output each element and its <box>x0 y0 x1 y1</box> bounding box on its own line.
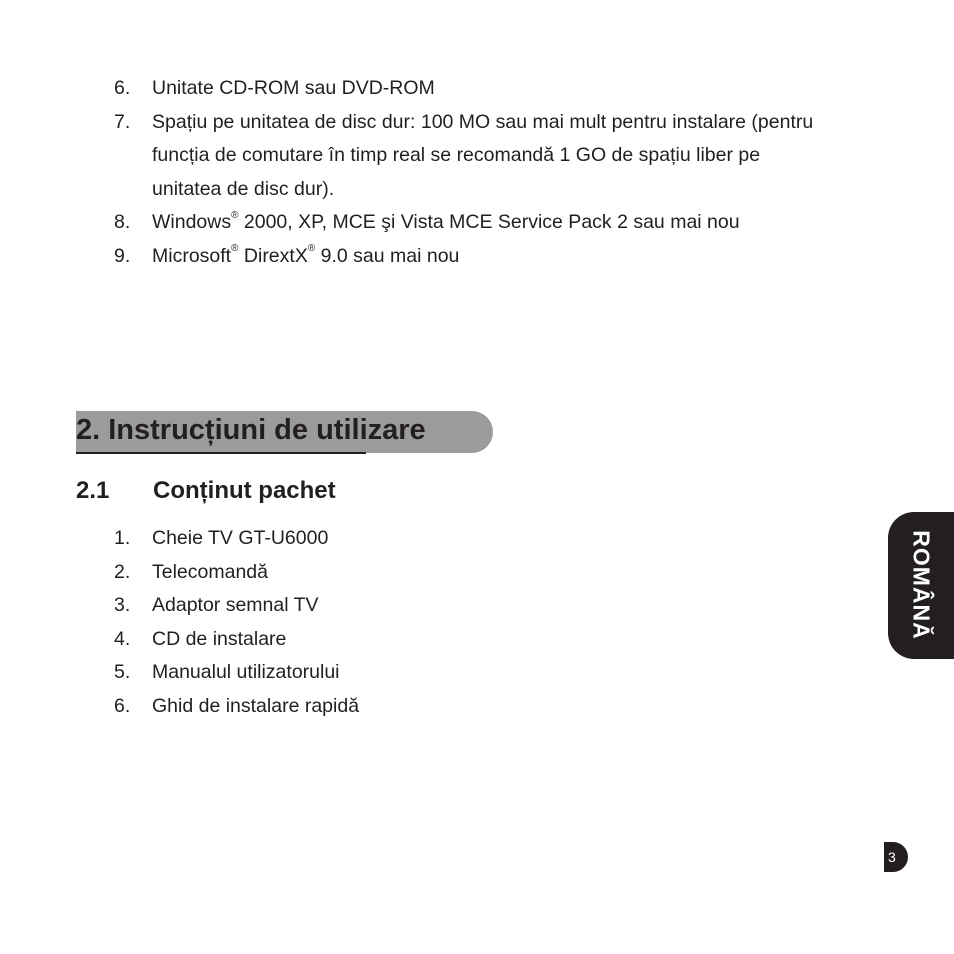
item-number: 8. <box>114 211 131 233</box>
subsection-number: 2.1 <box>76 477 110 504</box>
item-text-line: funcția de comutare în timp real se recomandă 1 GO de spațiu liber pe <box>152 144 761 166</box>
language-tab-label: ROMÂNĂ <box>908 530 935 640</box>
item-number: 5. <box>114 661 131 683</box>
item-number: 4. <box>114 627 131 650</box>
item-number: 6. <box>114 694 131 717</box>
list-item <box>0 690 892 724</box>
list-item <box>0 106 892 207</box>
item-text: Microsoft <box>152 244 232 267</box>
item-number: 6. <box>114 77 131 99</box>
registered-mark: ® <box>231 243 239 254</box>
package-contents-list <box>0 522 892 723</box>
list-item <box>0 623 892 657</box>
item-number: 9. <box>114 244 131 267</box>
item-text: Adaptor semnal TV <box>152 594 319 616</box>
item-text: Ghid de instalare rapidă <box>152 694 360 717</box>
item-text: 9.0 sau mai nou <box>315 244 460 267</box>
item-text: DirextX <box>238 244 308 267</box>
item-text: Manualul utilizatorului <box>152 661 340 683</box>
item-text: Cheie TV GT-U6000 <box>152 527 329 549</box>
item-number: 7. <box>114 110 131 133</box>
item-number: 2. <box>114 560 131 583</box>
item-text-line: unitatea de disc dur). <box>152 177 335 200</box>
list-item <box>0 206 892 240</box>
list-item <box>0 589 892 623</box>
item-number: 1. <box>114 527 131 549</box>
requirements-list <box>0 72 892 273</box>
item-text: 2000, XP, MCE şi Vista MCE Service Pack 2 sau mai nou <box>238 211 740 233</box>
list-item <box>0 656 892 690</box>
subsection-heading: Conținut pachet <box>153 477 336 504</box>
list-item <box>0 240 892 274</box>
item-text: Telecomandă <box>152 560 268 583</box>
list-item <box>0 522 892 556</box>
registered-mark: ® <box>307 243 316 254</box>
list-item <box>0 556 892 590</box>
list-item <box>0 72 892 106</box>
registered-mark: ® <box>231 209 239 221</box>
item-text: Windows <box>152 211 232 233</box>
item-text: Unitate CD-ROM sau DVD-ROM <box>152 77 435 99</box>
item-number: 3. <box>114 594 131 616</box>
section-underline <box>76 452 366 454</box>
section-heading: 2. Instrucțiuni de utilizare <box>76 414 426 446</box>
item-text-line: Spațiu pe unitatea de disc dur: 100 MO sau mai mult pentru instalare (pentru <box>152 110 814 133</box>
page-number: 3 <box>884 842 908 872</box>
item-text: CD de instalare <box>152 627 287 650</box>
